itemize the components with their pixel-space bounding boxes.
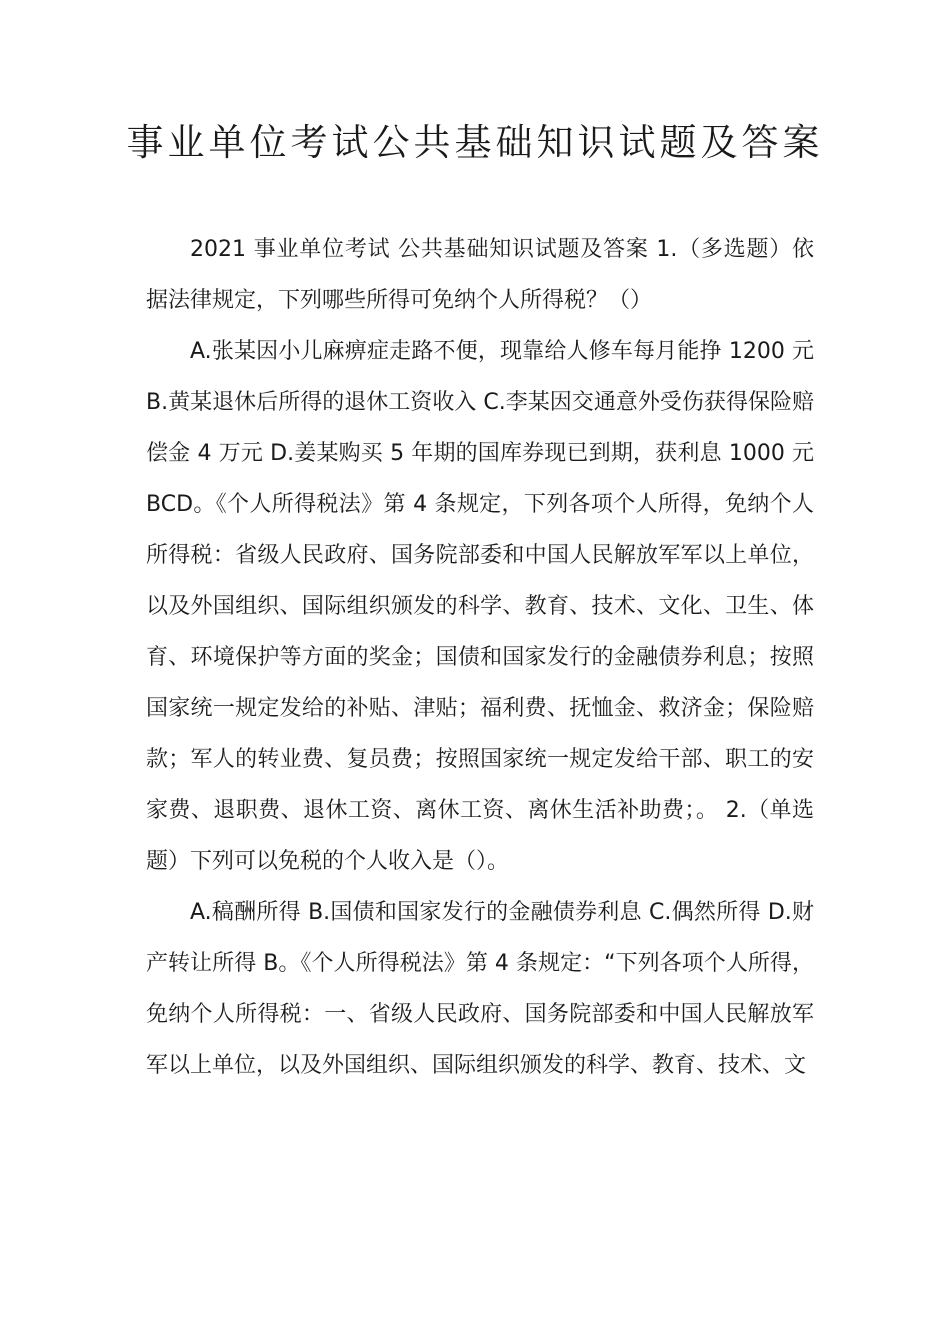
document-body [146, 224, 814, 1091]
paragraph-options-and-answer-1: A.张某因小儿麻痹症走路不便，现靠给人修车每月能挣 1200 元 B.黄某退休后所得的退休工资收入 C.李某因交通意外受伤获得保险赔偿金 4 万元 D.姜某购买 5 年期的国库券现已到期，获利息 1000 元 BCD。《个人所得税法》第 4 条规定，下列各项个人所得，免纳个人所得税：省级人民政府、国务院部委和中国人民解放军军以上单位，以及外国组织、国际组织颁发的科学、教育、技术、文化、卫生、体育、环境保护等方面的奖金；国债和国家发行的金融债券利息；按照国家统一规定发给的补贴、津贴；福利费、抚恤金、救济金；保险赔款；军人的转业费、复员费；按照国家统一规定发给干部、职工的安家费、退职费、退休工资、离休工资、离休生活补助费；。 2.（单选题）下列可以免税的个人收入是（）。 [146, 339, 814, 874]
paragraph-options-and-answer-2: A.稿酬所得 B.国债和国家发行的金融债券利息 C.偶然所得 D.财产转让所得 B。《个人所得税法》第 4 条规定：“下列各项个人所得，免纳个人所得税：一、省级人民政府、国务院部委和中国人民解放军军以上单位，以及外国组织、国际组织颁发的科学、教育、技术、文 [146, 900, 814, 1078]
document-title: 事业单位考试公共基础知识试题及答案 [126, 121, 824, 164]
paragraph-question-1: 2021 事业单位考试 公共基础知识试题及答案 1.（多选题）依据法律规定，下列哪些所得可免纳个人所得税？（） [146, 237, 814, 313]
